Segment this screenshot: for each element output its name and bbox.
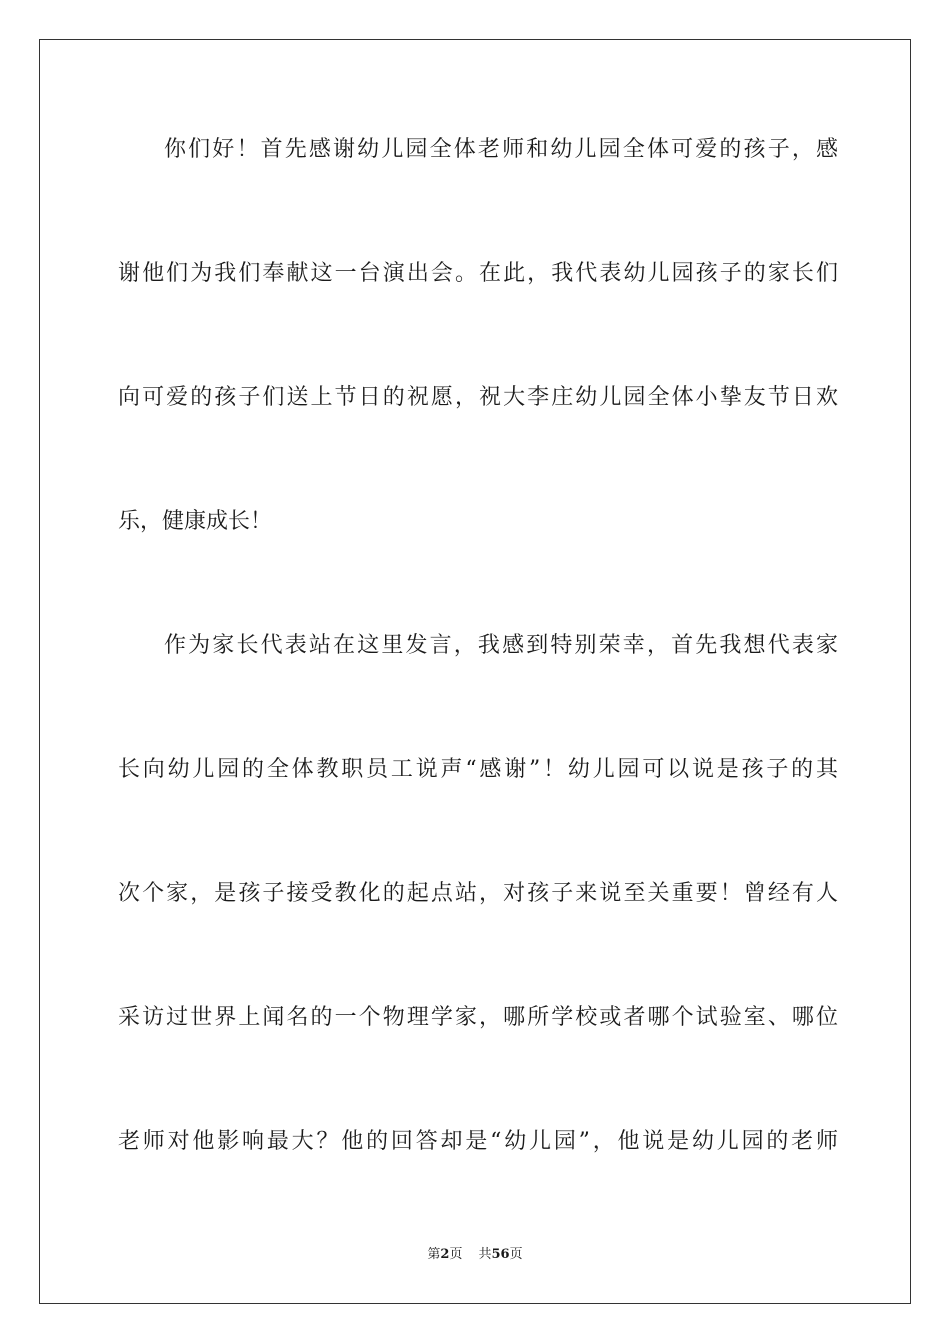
paragraph-1-line-2: 谢他们为我们奉献这一台演出会。在此，我代表幼儿园孩子的家长们 — [118, 261, 838, 286]
page-footer — [0, 1246, 950, 1264]
paragraph-2-line-1: 作为家长代表站在这里发言，我感到特别荣幸，首先我想代表家 — [164, 633, 838, 658]
paragraph-2-line-2: 长向幼儿园的全体教职员工说声“感谢”！幼儿园可以说是孩子的其 — [118, 757, 838, 782]
footer-total-suffix: 页 — [509, 1247, 523, 1262]
paragraph-1-line-3: 向可爱的孩子们送上节日的祝愿，祝大李庄幼儿园全体小挚友节日欢 — [118, 385, 838, 410]
page-border — [39, 39, 911, 1304]
footer-page-suffix: 页 — [449, 1247, 463, 1262]
paragraph-1-line-1: 你们好！首先感谢幼儿园全体老师和幼儿园全体可爱的孩子，感 — [164, 137, 838, 162]
paragraph-2-line-3: 次个家，是孩子接受教化的起点站，对孩子来说至关重要！曾经有人 — [118, 881, 838, 906]
footer-total-pages: 56 — [491, 1247, 510, 1262]
footer-total-prefix: 共 — [478, 1247, 492, 1262]
footer-page-prefix: 第 — [427, 1247, 441, 1262]
paragraph-2-line-5: 老师对他影响最大？他的回答却是“幼儿园”，他说是幼儿园的老师 — [118, 1129, 838, 1154]
paragraph-2-line-4: 采访过世界上闻名的一个物理学家，哪所学校或者哪个试验室、哪位 — [118, 1005, 838, 1030]
footer-page-number: 2 — [440, 1247, 450, 1262]
paragraph-1-line-4: 乐，健康成长！ — [118, 509, 273, 534]
